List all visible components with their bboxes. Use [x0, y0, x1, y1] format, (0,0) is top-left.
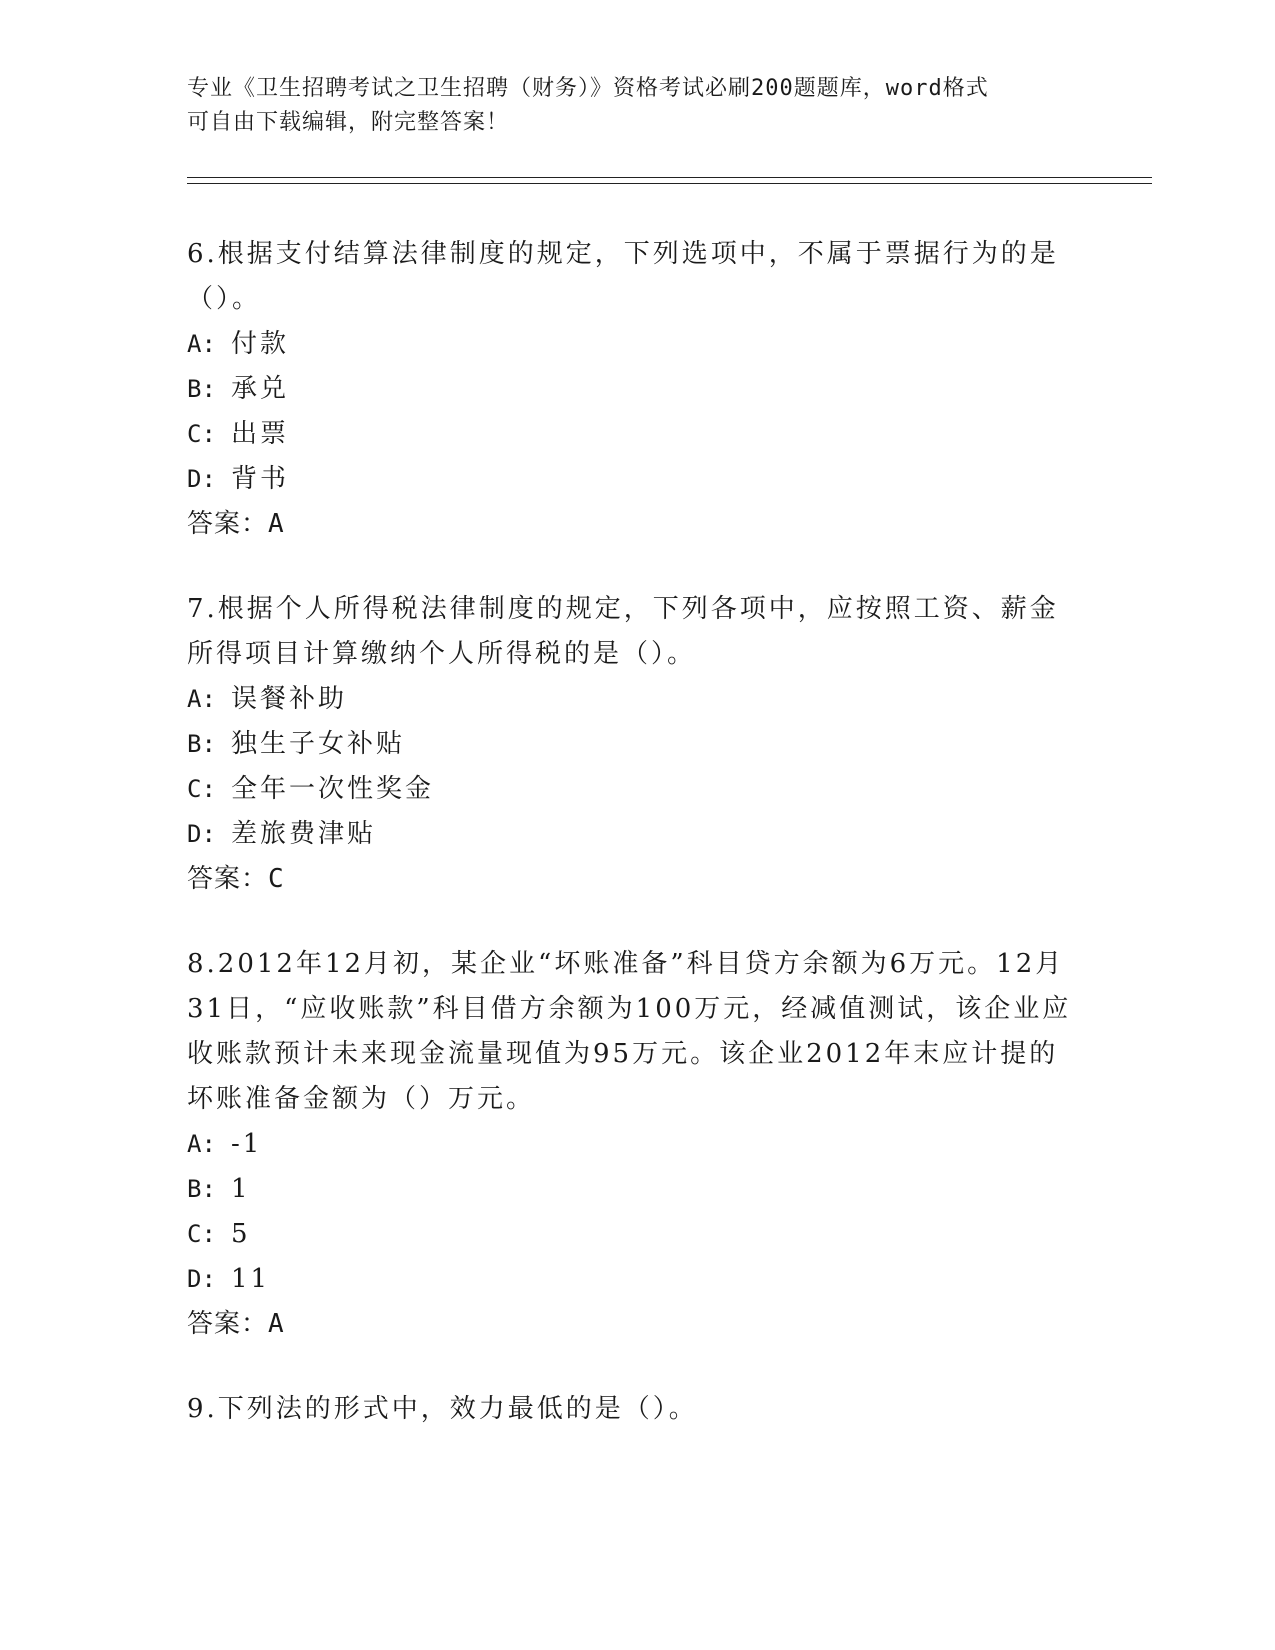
header-line-1: 专业《卫生招聘考试之卫生招聘（财务）》资格考试必刷200题题库，word格式	[187, 76, 989, 101]
answer-line	[187, 502, 1077, 547]
answer-label: 答案：	[187, 509, 269, 539]
header-divider-top	[187, 177, 1152, 178]
option-letter: C:	[187, 775, 216, 803]
option-letter: D:	[187, 1265, 216, 1293]
option-text: 独生子女补贴	[231, 729, 406, 759]
answer-line	[187, 857, 1077, 902]
question-stem: 7.根据个人所得税法律制度的规定，下列各项中，应按照工资、薪金所得项目计算缴纳个人所得税的是（）。	[187, 594, 1059, 669]
option-b	[187, 367, 1077, 412]
option-text: -1	[231, 1129, 263, 1159]
option-text: 背书	[231, 464, 290, 494]
answer-value: C	[268, 864, 285, 894]
option-letter: D:	[187, 465, 216, 493]
option-a	[187, 1122, 1077, 1167]
option-text: 误餐补助	[231, 684, 348, 714]
option-letter: D:	[187, 820, 216, 848]
question-stem: 8.2012年12月初，某企业“坏账准备”科目贷方余额为6万元。12月31日，“应收账款”科目借方余额为100万元，经减值测试，该企业应收账款预计未来现金流量现值为95万元。该企业2012年末应计提的坏账准备金额为（）万元。	[187, 949, 1072, 1114]
option-text: 付款	[231, 329, 290, 359]
option-d	[187, 457, 1077, 502]
option-letter: C:	[187, 1220, 216, 1248]
option-text: 承兑	[231, 374, 290, 404]
option-a	[187, 677, 1077, 722]
answer-label: 答案：	[187, 864, 269, 894]
option-b	[187, 1167, 1077, 1212]
option-d	[187, 812, 1077, 857]
question-8	[187, 942, 1077, 1347]
header-divider-bottom	[187, 183, 1152, 184]
option-a	[187, 322, 1077, 367]
option-letter: A:	[187, 685, 216, 713]
question-stem: 6.根据支付结算法律制度的规定，下列选项中，不属于票据行为的是（）。	[187, 239, 1059, 314]
question-9	[187, 1387, 1077, 1432]
question-6	[187, 232, 1077, 547]
option-text: 1	[231, 1174, 251, 1204]
answer-value: A	[268, 1309, 285, 1339]
option-text: 5	[231, 1219, 251, 1249]
option-letter: B:	[187, 375, 216, 403]
option-c	[187, 1212, 1077, 1257]
header-line-2: 可自由下载编辑，附完整答案！	[187, 110, 510, 135]
option-letter: B:	[187, 1175, 216, 1203]
option-text: 出票	[231, 419, 290, 449]
option-letter: B:	[187, 730, 216, 758]
answer-label: 答案：	[187, 1309, 269, 1339]
option-b	[187, 722, 1077, 767]
question-7	[187, 587, 1077, 902]
answer-value: A	[268, 509, 285, 539]
option-c	[187, 412, 1077, 457]
question-list	[187, 232, 1077, 1472]
option-letter: A:	[187, 1130, 216, 1158]
option-d	[187, 1257, 1077, 1302]
option-letter: C:	[187, 420, 216, 448]
option-text: 差旅费津贴	[231, 819, 377, 849]
option-letter: A:	[187, 330, 216, 358]
option-text: 全年一次性奖金	[231, 774, 435, 804]
question-stem: 9.下列法的形式中，效力最低的是（）。	[187, 1394, 698, 1424]
option-c	[187, 767, 1077, 812]
answer-line	[187, 1302, 1077, 1347]
document-header	[187, 72, 1067, 140]
option-text: 11	[231, 1264, 271, 1294]
